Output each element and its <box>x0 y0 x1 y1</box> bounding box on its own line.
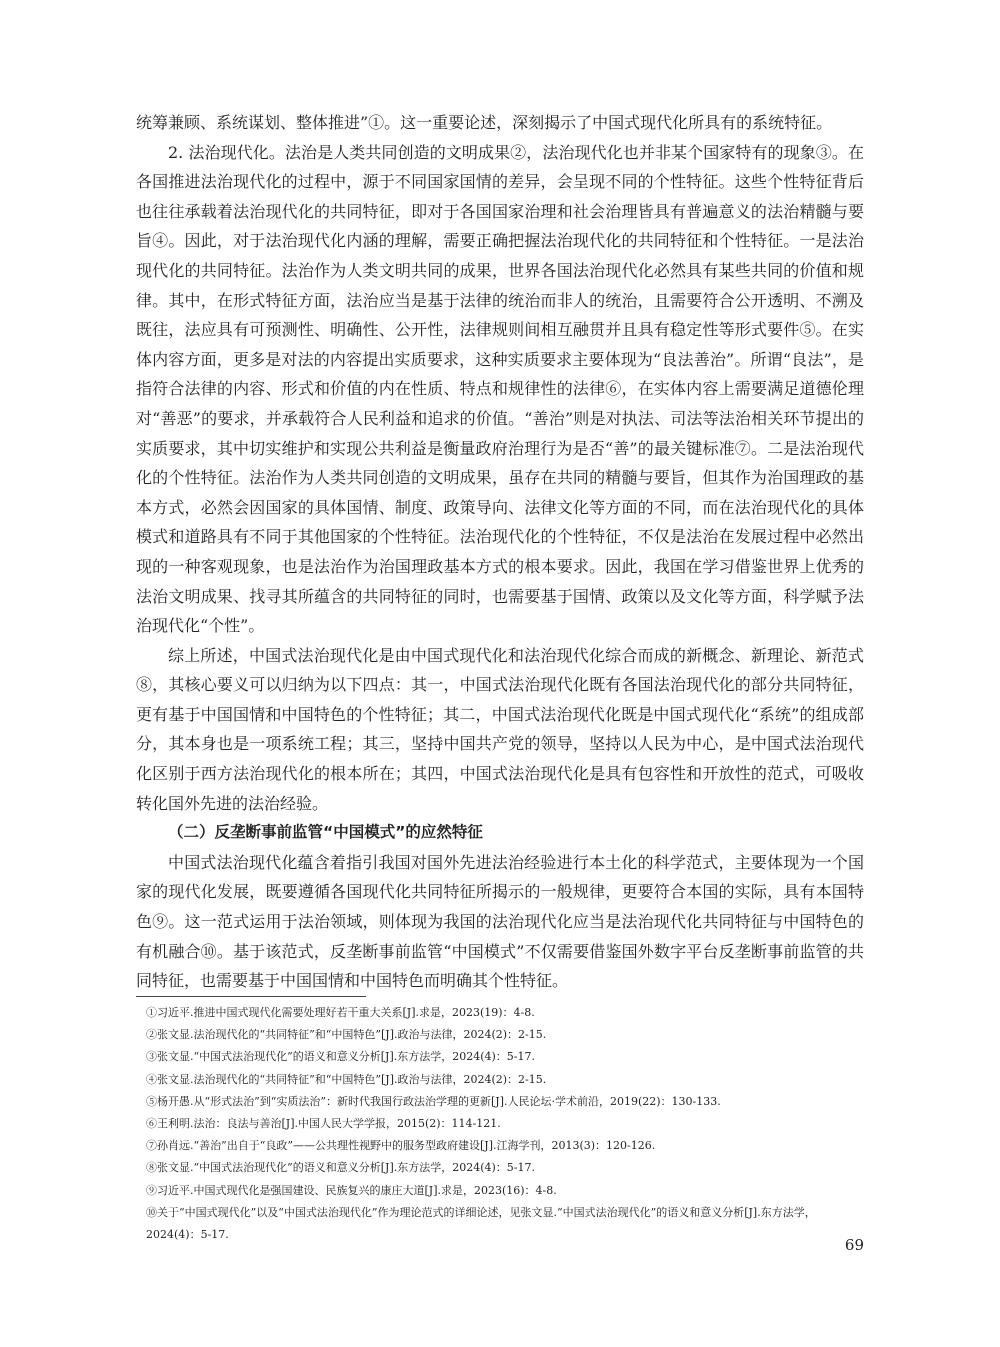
footnote-10: ⑩关于“中国式现代化”以及“中国式法治现代化”作为理论范式的详细论述，见张文显.“中国式法治现代化”的语义和意义分析[J].东方法学，2024(4)：5-17. <box>146 1205 816 1242</box>
section-heading: （二）反垄断事前监管“中国模式”的应然特征 <box>168 823 483 842</box>
page-number: 69 <box>844 1236 864 1254</box>
paragraph-rule-of-law-modernization: 2. 法治现代化。法治是人类共同创造的文明成果②，法治现代化也并非某个国家特有的现象③。在各国推进法治现代化的过程中，源于不同国家国情的差异，会呈现不同的个性特征。这些个性特征背后也往往承载着法治现代化的共同特征，即对于各国国家治理和社会治理皆具有普遍意义的法治精髓与要旨④。因此，对于法治现代化内涵的理解，需要正确把握法治现代化的共同特征和个性特征。一是法治现代化的共同特征。法治作为人类文明共同的成果，世界各国法治现代化必然具有某些共同的价值和规律。其中，在形式特征方面，法治应当是基于法律的统治而非人的统治，且需要符合公开透明、不溯及既往，法应具有可预测性、明确性、公开性，法律规则间相互融贯并且具有稳定性等形式要件⑤。在实体内容方面，更多是对法的内容提出实质要求，这种实质要求主要体现为“良法善治”。所谓“良法”，是指符合法律的内容、形式和价值的内在性质、特点和规律性的法律⑥，在实体内容上需要满足道德伦理对“善恶”的要求，并承载符合人民利益和追求的价值。“善治”则是对执法、司法等法治相关环节提出的实质要求，其中切实维护和实现公共利益是衡量政府治理行为是否“善”的最关键标准⑦。二是法治现代化的个性特征。法治作为人类共同创造的文明成果，虽存在共同的精髓与要旨，但其作为治国理政的基本方式，必然会因国家的具体国情、制度、政策导向、法律文化等方面的不同，而在法治现代化的具体模式和道路具有不同于其他国家的个性特征。法治现代化的个性特征，不仅是法治在发展过程中必然出现的一种客观现象，也是法治作为治国理政基本方式的根本要求。因此，我国在学习借鉴世界上优秀的法治文明成果、找寻其所蕴含的共同特征的同时，也需要基于国情、政策以及文化等方面，科学赋予法治现代化“个性”。 <box>136 142 864 636</box>
footnote-5: ⑤杨开愚.从“形式法治”到“实质法治”：新时代我国行政法治学理的更新[J].人民论坛·学术前沿，2019(22)：130-133. <box>146 1094 721 1108</box>
footnote-1: ①习近平.推进中国式现代化需要处理好若干重大关系[J].求是，2023(19)：4-8. <box>146 1006 535 1019</box>
footnote-divider <box>136 996 366 997</box>
footnotes <box>136 1002 864 1246</box>
paragraph-continuation: 统筹兼顾、系统谋划、整体推进”①。这一重要论述，深刻揭示了中国式现代化所具有的系统特征。 <box>136 113 833 132</box>
footnote-7: ⑦孙肖远.“善治”出自于“良政”——公共理性视野中的服务型政府建设[J].江海学刊，2013(3)：120-126. <box>146 1139 656 1153</box>
footnote-6: ⑥王利明.法治：良法与善治[J].中国人民大学学报，2015(2)：114-121. <box>146 1117 501 1131</box>
footnote-9: ⑨习近平.中国式现代化是强国建设、民族复兴的康庄大道[J].求是，2023(16)：4-8. <box>146 1183 557 1197</box>
body-text <box>136 108 864 996</box>
paragraph-summary: 综上所述，中国式法治现代化是由中国式现代化和法治现代化综合而成的新概念、新理论、新范式⑧，其核心要义可以归纳为以下四点：其一，中国式法治现代化既有各国法治现代化的部分共同特征，更有基于中国国情和中国特色的个性特征；其二，中国式法治现代化既是中国式现代化“系统”的组成部分，其本身也是一项系统工程；其三，坚持中国共产党的领导，坚持以人民为中心，是中国式法治现代化区别于西方法治现代化的根本所在；其四，中国式法治现代化是具有包容性和开放性的范式，可吸收转化国外先进的法治经验。 <box>136 645 864 813</box>
footnote-8: ⑧张文显.“中国式法治现代化”的语义和意义分析[J].东方法学，2024(4)：5-17. <box>146 1161 536 1175</box>
footnote-2: ②张文显.法治现代化的“共同特征”和“中国特色”[J].政治与法律，2024(2)：2-15. <box>146 1028 547 1042</box>
footnote-3: ③张文显.“中国式法治现代化”的语义和意义分析[J].东方法学，2024(4)：5-17. <box>146 1050 536 1064</box>
paragraph-china-model: 中国式法治现代化蕴含着指引我国对国外先进法治经验进行本土化的科学范式，主要体现为一个国家的现代化发展，既要遵循各国现代化共同特征所揭示的一般规律，更要符合本国的实际，具有本国特色⑨。这一范式运用于法治领域，则体现为我国的法治现代化应当是法治现代化共同特征与中国特色的有机融合⑩。基于该范式，反垄断事前监管“中国模式”不仅需要借鉴国外数字平台反垄断事前监管的共同特征，也需要基于中国国情和中国特色而明确其个性特征。 <box>136 852 864 991</box>
footnote-4: ④张文显.法治现代化的“共同特征”和“中国特色”[J].政治与法律，2024(2)：2-15. <box>146 1072 547 1086</box>
